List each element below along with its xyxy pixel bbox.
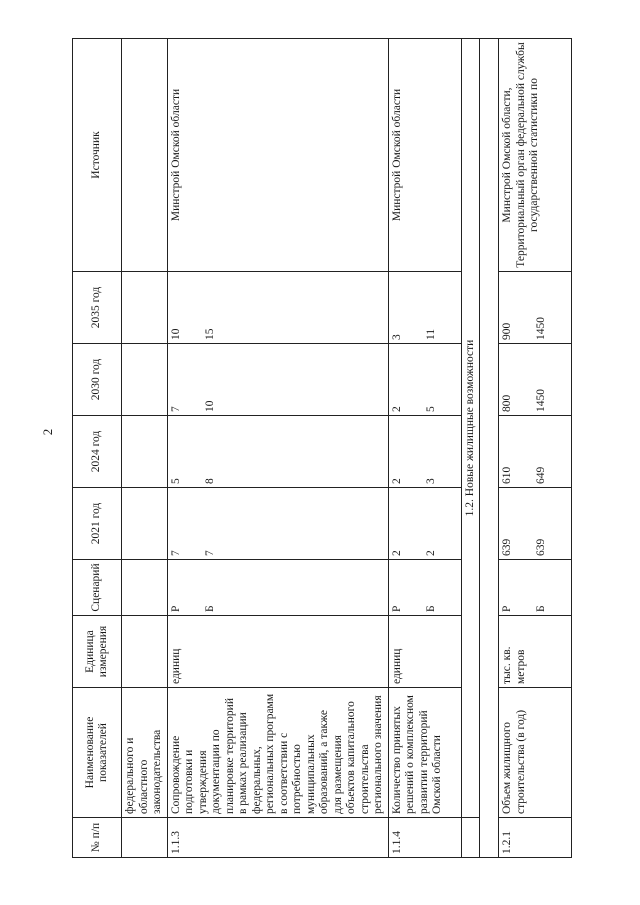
table-row-continuation bbox=[122, 39, 168, 858]
table-row bbox=[388, 39, 461, 858]
value-b: 7 bbox=[203, 550, 216, 556]
cell-2024 bbox=[388, 416, 461, 488]
cell-name: федерального и областного законодательства bbox=[122, 688, 168, 818]
cell-name: Сопровождение подготовки и утверждения документации по планировке территорий в рамках реализации федеральных, региональных программ в соответствии с потребностью муниципальных образований, а также для размещения объектов капитального строительства регионального значения bbox=[167, 688, 388, 818]
cell-num bbox=[122, 818, 168, 858]
cell-scenario bbox=[388, 560, 461, 616]
cell-unit: единиц bbox=[388, 616, 461, 688]
header-2030: 2030 год bbox=[73, 344, 122, 416]
header-source: Источник bbox=[73, 39, 122, 272]
cell-source: Минстрой Омской области, Территориальный орган федеральной службы государственной статистики по bbox=[499, 39, 572, 272]
cell-2024 bbox=[167, 416, 388, 488]
cell-2035 bbox=[499, 272, 572, 344]
section-row bbox=[461, 39, 480, 858]
spacer-row bbox=[480, 39, 499, 858]
cell-2030 bbox=[388, 344, 461, 416]
cell-num: 1.1.3 bbox=[167, 818, 388, 858]
scenario-r: Р bbox=[390, 605, 403, 612]
value-r: 800 bbox=[501, 394, 513, 412]
cell-scenario bbox=[499, 560, 572, 616]
cell-unit: тыс. кв. метров bbox=[499, 616, 572, 688]
header-2024: 2024 год bbox=[73, 416, 122, 488]
indicators-table bbox=[72, 38, 572, 858]
rotated-table-container bbox=[72, 38, 572, 858]
value-r: 10 bbox=[169, 328, 182, 340]
scenario-b: Б bbox=[424, 605, 437, 612]
value-r: 2 bbox=[390, 478, 403, 484]
value-b: 15 bbox=[203, 328, 216, 340]
cell-2035 bbox=[388, 272, 461, 344]
value-b: 1450 bbox=[535, 317, 547, 340]
value-b: 1450 bbox=[535, 389, 547, 412]
value-b: 2 bbox=[424, 550, 437, 556]
value-r: 610 bbox=[501, 466, 513, 484]
table-row bbox=[499, 39, 572, 858]
scenario-b: Б bbox=[535, 605, 547, 612]
header-scenario: Сценарий bbox=[73, 560, 122, 616]
cell-2021 bbox=[388, 488, 461, 560]
table-header-row bbox=[73, 39, 122, 858]
cell-num: 1.1.4 bbox=[388, 818, 461, 858]
cell-source: Минстрой Омской области bbox=[388, 39, 461, 272]
header-2035: 2035 год bbox=[73, 272, 122, 344]
value-b: 8 bbox=[203, 478, 216, 484]
cell-unit: единиц bbox=[167, 616, 388, 688]
value-b: 10 bbox=[203, 400, 216, 412]
value-r: 7 bbox=[169, 550, 182, 556]
cell-source: Минстрой Омской области bbox=[167, 39, 388, 272]
cell-2021 bbox=[499, 488, 572, 560]
value-b: 639 bbox=[535, 538, 547, 556]
cell-2030 bbox=[167, 344, 388, 416]
value-b: 3 bbox=[424, 478, 437, 484]
cell-num: 1.2.1 bbox=[499, 818, 572, 858]
table-row bbox=[167, 39, 388, 858]
scenario-r: Р bbox=[169, 605, 182, 612]
value-r: 5 bbox=[169, 478, 182, 484]
value-r: 2 bbox=[390, 406, 403, 412]
value-r: 7 bbox=[169, 406, 182, 412]
cell-scenario bbox=[167, 560, 388, 616]
cell-2035 bbox=[167, 272, 388, 344]
header-2021: 2021 год bbox=[73, 488, 122, 560]
value-r: 3 bbox=[390, 334, 403, 340]
section-title: 1.2. Новые жилищные возможности bbox=[461, 39, 480, 818]
value-b: 649 bbox=[535, 466, 547, 484]
cell-2024 bbox=[499, 416, 572, 488]
scenario-b: Б bbox=[203, 605, 216, 612]
cell-2021 bbox=[167, 488, 388, 560]
value-r: 900 bbox=[501, 322, 513, 340]
page-number: 2 bbox=[40, 428, 55, 436]
value-b: 5 bbox=[424, 406, 437, 412]
header-name: Наименование показателей bbox=[73, 688, 122, 818]
cell-name: Объем жилищного строительства (в год) bbox=[499, 688, 572, 818]
value-r: 639 bbox=[501, 538, 513, 556]
scenario-r: Р bbox=[501, 605, 513, 612]
header-unit: Единица измерения bbox=[73, 616, 122, 688]
value-b: 11 bbox=[424, 328, 437, 340]
header-num: № п/п bbox=[73, 818, 122, 858]
value-r: 2 bbox=[390, 550, 403, 556]
cell-2030 bbox=[499, 344, 572, 416]
cell-name: Количество принятых решений о комплексном развитии территорий Омской области bbox=[388, 688, 461, 818]
